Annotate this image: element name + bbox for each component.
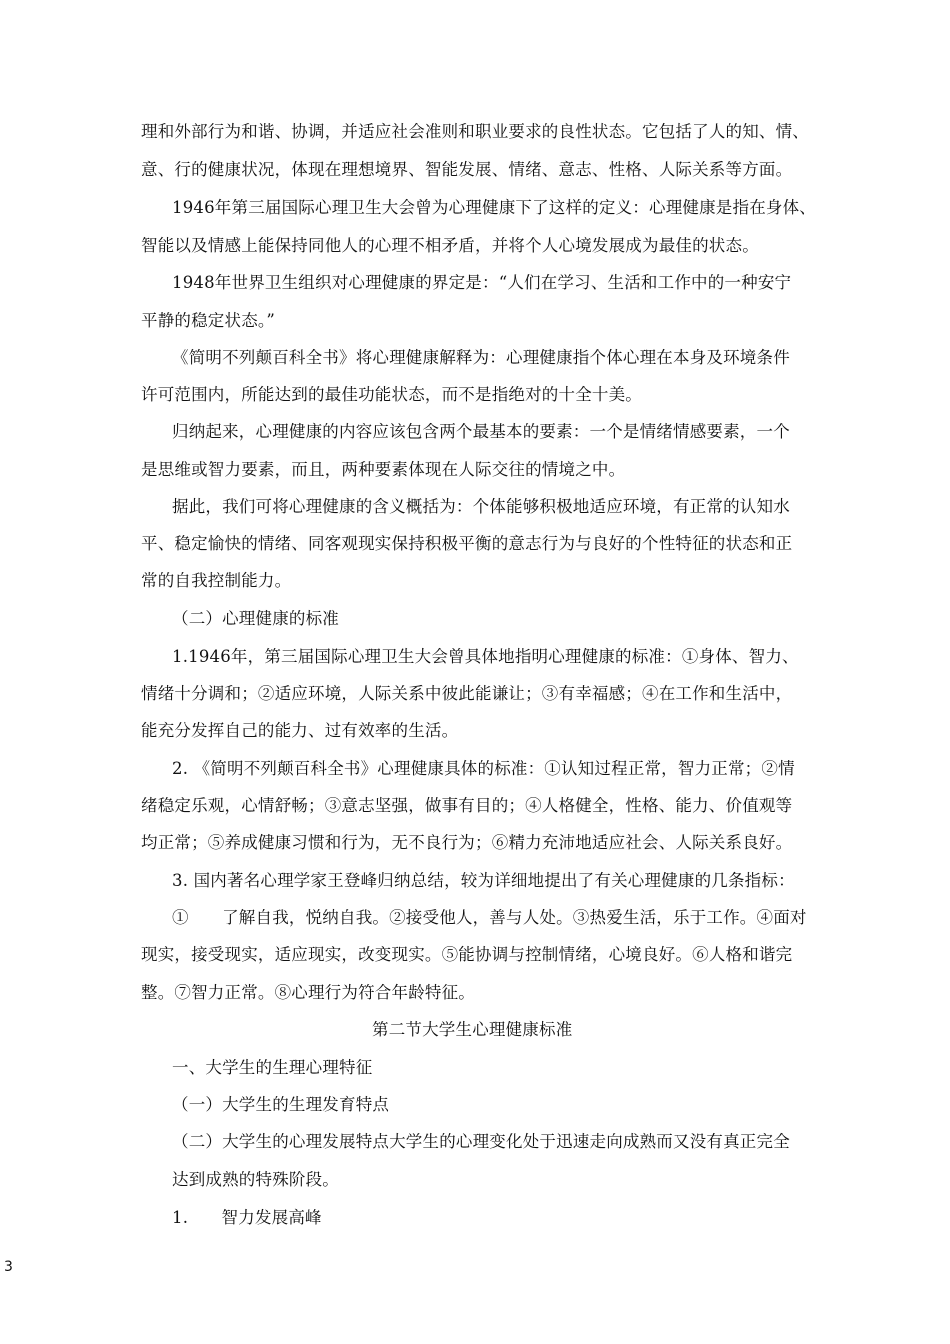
body-text-line: 达到成熟的特殊阶段。 xyxy=(172,1170,339,1189)
body-text-line: 能充分发挥自己的能力、过有效率的生活。 xyxy=(141,721,459,740)
body-text-line: 整。⑦智力正常。⑧心理行为符合年龄特征。 xyxy=(141,983,475,1002)
body-text-line: 3. 国内著名心理学家王登峰归纳总结，较为详细地提出了有关心理健康的几条指标： xyxy=(172,871,795,890)
section-heading: 1. 智力发展高峰 xyxy=(172,1208,322,1227)
body-text-line: 1946年第三届国际心理卫生大会曾为心理健康下了这样的定义：心理健康是指在身体、 xyxy=(172,198,816,217)
body-text-line: 理和外部行为和谐、协调，并适应社会准则和职业要求的良性状态。它包括了人的知、情、 xyxy=(141,122,809,141)
body-text-line: 均正常；⑤养成健康习惯和行为，无不良行为；⑥精力充沛地适应社会、人际关系良好。 xyxy=(141,833,793,852)
section-heading: 一、大学生的生理心理特征 xyxy=(172,1058,373,1077)
body-text-line: 平、稳定愉快的情绪、同客观现实保持积极平衡的意志行为与良好的个性特征的状态和正 xyxy=(141,534,793,553)
body-text-line: 据此，我们可将心理健康的含义概括为：个体能够积极地适应环境，有正常的认知水 xyxy=(172,497,790,516)
body-text-line: 意、行的健康状况，体现在理想境界、智能发展、情绪、意志、性格、人际关系等方面。 xyxy=(141,160,793,179)
body-text-line: 绪稳定乐观，心情舒畅；③意志坚强，做事有目的；④人格健全，性格、能力、价值观等 xyxy=(141,796,793,815)
body-text-line: 智能以及情感上能保持同他人的心理不相矛盾，并将个人心境发展成为最佳的状态。 xyxy=(141,236,759,255)
section-heading: （一）大学生的生理发育特点 xyxy=(172,1095,390,1114)
section-heading: （二）心理健康的标准 xyxy=(172,609,339,628)
body-text-line: （二）大学生的心理发展特点大学生的心理变化处于迅速走向成熟而又没有真正完全 xyxy=(172,1132,790,1151)
page-number: 3 xyxy=(4,1259,13,1275)
section-title: 第二节大学生心理健康标准 xyxy=(372,1020,573,1039)
body-text-line: 平静的稳定状态。” xyxy=(141,311,275,330)
body-text-line: 常的自我控制能力。 xyxy=(141,571,292,590)
body-text-line: 1.1946年，第三届国际心理卫生大会曾具体地指明心理健康的标准：①身体、智力、 xyxy=(172,647,799,666)
body-text-line: 2. 《简明不列颠百科全书》心理健康具体的标准：①认知过程正常，智力正常；②情 xyxy=(172,759,795,778)
body-text-line: 是思维或智力要素，而且，两种要素体现在人际交往的情境之中。 xyxy=(141,460,626,479)
body-text-line: 许可范围内，所能达到的最佳功能状态，而不是指绝对的十全十美。 xyxy=(141,385,642,404)
body-text-line: 1948年世界卫生组织对心理健康的界定是：“人们在学习、生活和工作中的一种安宁 xyxy=(172,273,792,292)
body-text-line: 《简明不列颠百科全书》将心理健康解释为：心理健康指个体心理在本身及环境条件 xyxy=(172,348,790,367)
body-text-line: 情绪十分调和；②适应环境，人际关系中彼此能谦让；③有幸福感；④在工作和生活中， xyxy=(141,684,793,703)
body-text-line: 现实，接受现实，适应现实，改变现实。⑤能协调与控制情绪，心境良好。⑥人格和谐完 xyxy=(141,945,793,964)
body-text-line: 归纳起来，心理健康的内容应该包含两个最基本的要素：一个是情绪情感要素，一个 xyxy=(172,422,790,441)
body-text-line: ① 了解自我，悦纳自我。②接受他人，善与人处。③热爱生活，乐于工作。④面对 xyxy=(172,908,807,927)
